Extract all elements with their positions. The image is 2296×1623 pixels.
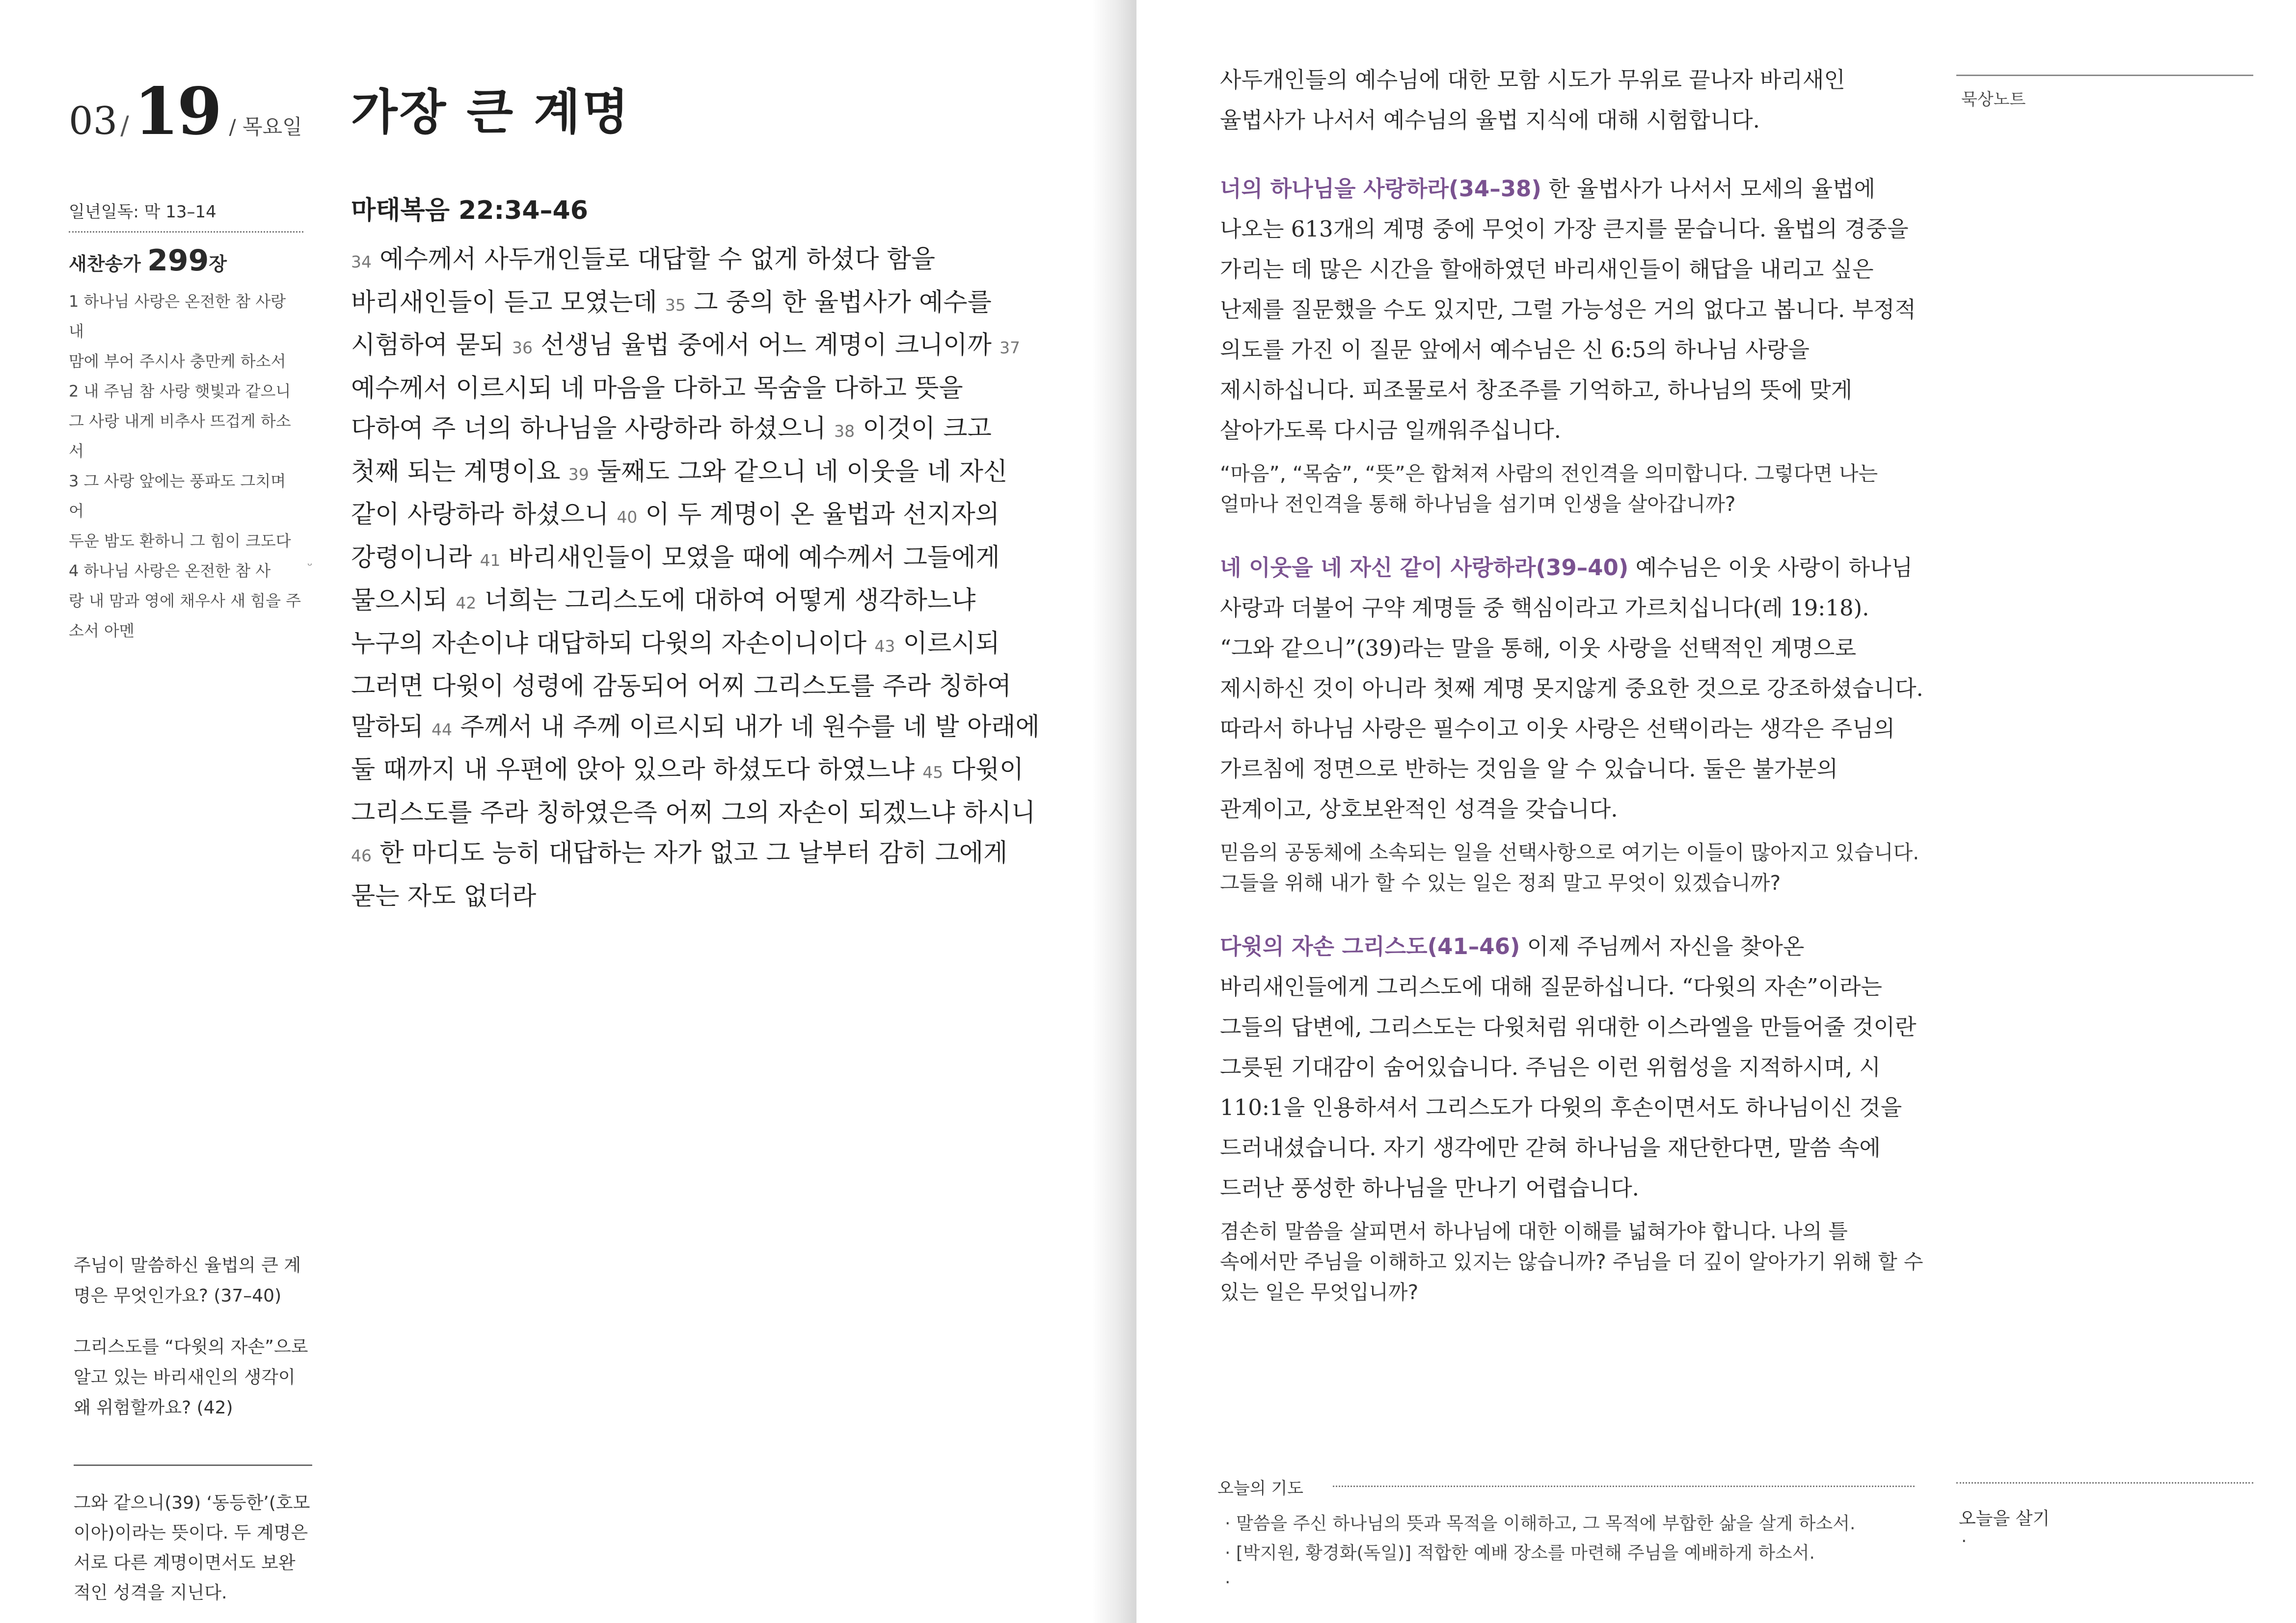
verse-number: 44 — [432, 719, 453, 739]
verse-number: 37 — [999, 338, 1021, 357]
prayer-item: · — [1225, 1572, 1231, 1593]
commentary-section — [1220, 927, 1927, 1307]
verse-number: 34 — [351, 252, 372, 271]
sidebar — [69, 198, 303, 646]
commentary-section — [1220, 548, 1927, 898]
hymn-lyrics — [69, 287, 303, 646]
verse-text: 바리새인들이 모였을 때에 예수께서 그들에게 물으시되 — [351, 543, 1000, 615]
verse-number: 39 — [568, 464, 589, 484]
verse-number: 46 — [351, 846, 372, 865]
hymn-line: 랑 내 맘과 영에 채우사 새 힘을 주 — [69, 591, 301, 610]
page-mark: ᵕ — [307, 559, 313, 573]
section-body: 예수님은 이웃 사랑이 하나님 사랑과 더불어 구약 계명들 중 핵심이라고 가르치십니다(레 19:18). “그와 같으니”(39)라는 말을 통해, 이웃 사랑을 선택적인 계명으로 제시하신 것이 아니라 첫째 계명 못지않게 중요한 것으로 강조하셨습니다. 따라서 하나님 사랑은 필수이고 이웃 사랑은 선택이라는 생각은 주님의 가르침에 정면으로 반하는 것임을 알 수 있습니다. 둘은 불가분의 관계이고, 상호보완적인 성격을 갖습니다. — [1220, 555, 1923, 822]
verse-text: 주께서 내 주께 이르시되 내가 네 원수를 네 발 아래에 둘 때까지 내 우편에 앉아 있으라 하셨도다 하였느냐 — [351, 712, 1040, 784]
verse-text: 그 중의 한 율법사가 예수를 시험하여 묻되 — [351, 288, 992, 360]
section-body: 이제 주님께서 자신을 찾아온 바리새인들에게 그리스도에 대해 질문하십니다. “다윗의 자손”이라는 그들의 답변에, 그리스도는 다윗처럼 위대한 이스라엘을 만들어줄 것이란 그릇된 기대감이 숨어있습니다. 주님은 이런 위험성을 지적하시며, 시 110:1을 인용하셔서 그리스도가 다윗의 후손이면서도 하나님이신 것을 드러내셨습니다. 자기 생각에만 갇혀 하나님을 재단한다면, 말씀 속에 드러난 풍성한 하나님을 만나기 어렵습니다. — [1220, 933, 1917, 1201]
page-title: 가장 큰 계명 — [351, 84, 631, 140]
living-bullet: · — [1961, 1531, 1967, 1551]
section-heading: 너의 하나님을 사랑하라(34–38) — [1220, 176, 1541, 202]
reflection-question: 믿음의 공동체에 소속되는 일을 선택사항으로 여기는 이들이 많아지고 있습니다. 그들을 위해 내가 할 수 있는 일은 정죄 말고 무엇이 있겠습니까? — [1220, 841, 1919, 895]
scripture-text — [351, 239, 1041, 917]
hymn-line: 맘에 부어 주시사 충만케 하소서 — [69, 352, 286, 371]
prayer-item: · 말씀을 주신 하나님의 뜻과 목적을 이해하고, 그 목적에 부합한 삶을 살게 하소서. — [1225, 1514, 1856, 1534]
verse-number: 42 — [456, 593, 477, 612]
hymn-line: 4 하나님 사랑은 온전한 참 사 — [69, 561, 271, 580]
verse-number: 45 — [922, 763, 944, 782]
hymn-line: 그 사랑 내게 비추사 뜨겁게 하소서 — [69, 412, 291, 460]
hymn-line: 2 내 주님 참 사랑 햇빛과 같으니 — [69, 382, 291, 400]
section-body: 한 율법사가 나서서 모세의 율법에 나오는 613개의 계명 중에 무엇이 가장 큰지를 묻습니다. 율법의 경중을 가리는 데 많은 시간을 할애하였던 바리새인들이 해답을 내리고 싶은 난제를 질문했을 수도 있지만, 그럴 가능성은 거의 없다고 봅니다. 부정적 의도를 가진 이 질문 앞에서 예수님은 신 6:5의 하나님 사랑을 제시하십니다. 피조물로서 창조주를 기억하고, 하나님의 뜻에 맞게 살아가도록 다시금 일깨워주십니다. — [1220, 176, 1916, 443]
hymn-line: 3 그 사랑 앞에는 풍파도 그치며 어 — [69, 472, 286, 520]
verse-number: 36 — [512, 338, 533, 357]
hymn-number: 299 — [147, 243, 209, 278]
date-month: 03 — [69, 99, 118, 143]
verse-text: 한 마디도 능히 대답하는 자가 없고 그 날부터 감히 그에게 묻는 자도 없더라 — [351, 839, 1008, 911]
verse-text: 이르시되 그러면 다윗이 성령에 감동되어 어찌 그리스도를 주라 칭하여 말하되 — [351, 629, 1012, 742]
date-slash: / — [120, 111, 129, 140]
yearly-reading: 일년일독: 막 13–14 — [69, 198, 303, 233]
verse-number: 41 — [480, 550, 501, 570]
date-day: 19 — [134, 74, 220, 150]
verse-text: 둘째도 그와 같으니 네 이웃을 네 자신 같이 사랑하라 하셨으니 — [351, 457, 1008, 529]
date-header — [69, 74, 302, 150]
hymn-suffix: 장 — [209, 253, 227, 275]
meditation-note-rule — [1956, 75, 2253, 76]
page-gutter — [1092, 0, 1136, 1623]
hymn-line: 소서 아멘 — [69, 621, 135, 640]
date-weekday: / 목요일 — [229, 115, 302, 139]
verse-number: 35 — [665, 295, 686, 315]
verse-text: 예수께서 이르시되 네 마음을 다하고 목숨을 다하고 뜻을 다하여 주 너의 하나님을 사랑하라 하셨으니 — [351, 373, 963, 443]
study-question: 그리스도를 “다윗의 자손”으로 알고 있는 바리새인의 생각이 왜 위험할까요? (42) — [74, 1337, 308, 1418]
verse-text: 너희는 그리스도에 대하여 어떻게 생각하느냐 누구의 자손이냐 대답하되 다윗의 자손이니이다 — [351, 586, 976, 658]
hymn-line: 1 하나님 사랑은 온전한 참 사랑 내 — [69, 292, 286, 341]
word-note: 그와 같으니(39) ‘동등한’(호모이아)이라는 뜻이다. 두 계명은 서로 다른 계명이면서도 보완적인 성격을 지닌다. — [74, 1493, 310, 1603]
hymn-heading — [69, 243, 303, 278]
section-heading: 네 이웃을 네 자신 같이 사랑하라(39–40) — [1220, 555, 1629, 581]
prayer-item: · [박지원, 황경화(독일)] 적합한 예배 장소를 마련해 주님을 예배하게 하소서. — [1225, 1543, 1815, 1563]
verse-number: 43 — [874, 636, 895, 656]
commentary-section — [1220, 169, 1927, 519]
hymn-line: 두운 밤도 환하니 그 힘이 크도다 — [69, 532, 291, 550]
verse-text: 이것이 크고 첫째 되는 계명이요 — [351, 414, 992, 486]
commentary-intro: 사두개인들의 예수님에 대한 모함 시도가 무위로 끝나자 바리새인 율법사가 나서서 예수님의 율법 지식에 대해 시험합니다. — [1220, 67, 1845, 133]
living-label: 오늘을 살기 — [1959, 1509, 2050, 1529]
study-questions — [74, 1251, 312, 1444]
prayer-label: 오늘의 기도 — [1217, 1479, 1304, 1498]
verse-text: 선생님 율법 중에서 어느 계명이 크니이까 — [540, 331, 992, 360]
living-divider — [1956, 1482, 2253, 1484]
section-heading: 다윗의 자손 그리스도(41–46) — [1220, 933, 1520, 959]
verse-text: 이 두 계명이 온 율법과 선지자의 강령이니라 — [351, 500, 1000, 572]
commentary — [1220, 60, 1927, 1307]
verse-number: 38 — [834, 422, 855, 441]
verse-number: 40 — [617, 507, 638, 527]
verse-text: 예수께서 사두개인들로 대답할 수 없게 하셨다 함을 바리새인들이 듣고 모였는데 — [351, 245, 936, 317]
meditation-note-label: 묵상노트 — [1961, 90, 2026, 109]
prayer-list — [1225, 1509, 1922, 1597]
reflection-question: “마음”, “목숨”, “뜻”은 합쳐져 사람의 전인격을 의미합니다. 그렇다면 나는 얼마나 전인격을 통해 하나님을 섬기며 인생을 살아갑니까? — [1220, 462, 1878, 516]
verse-text: 다윗이 그리스도를 주라 칭하였은즉 어찌 그의 자손이 되겠느냐 하시니 — [351, 755, 1036, 827]
note-divider — [74, 1464, 312, 1466]
prayer-divider — [1333, 1486, 1915, 1487]
passage-reference: 마태복음 22:34–46 — [351, 196, 588, 225]
study-question: 주님이 말씀하신 율법의 큰 계명은 무엇인가요? (37–40) — [74, 1255, 301, 1306]
hymn-label: 새찬송가 — [69, 253, 141, 275]
reflection-question: 겸손히 말씀을 살피면서 하나님에 대한 이해를 넓혀가야 합니다. 나의 틀 속에서만 주님을 이해하고 있지는 않습니까? 주님을 더 깊이 알아가기 위해 할 수 있는 일은 무엇입니까? — [1220, 1220, 1923, 1304]
